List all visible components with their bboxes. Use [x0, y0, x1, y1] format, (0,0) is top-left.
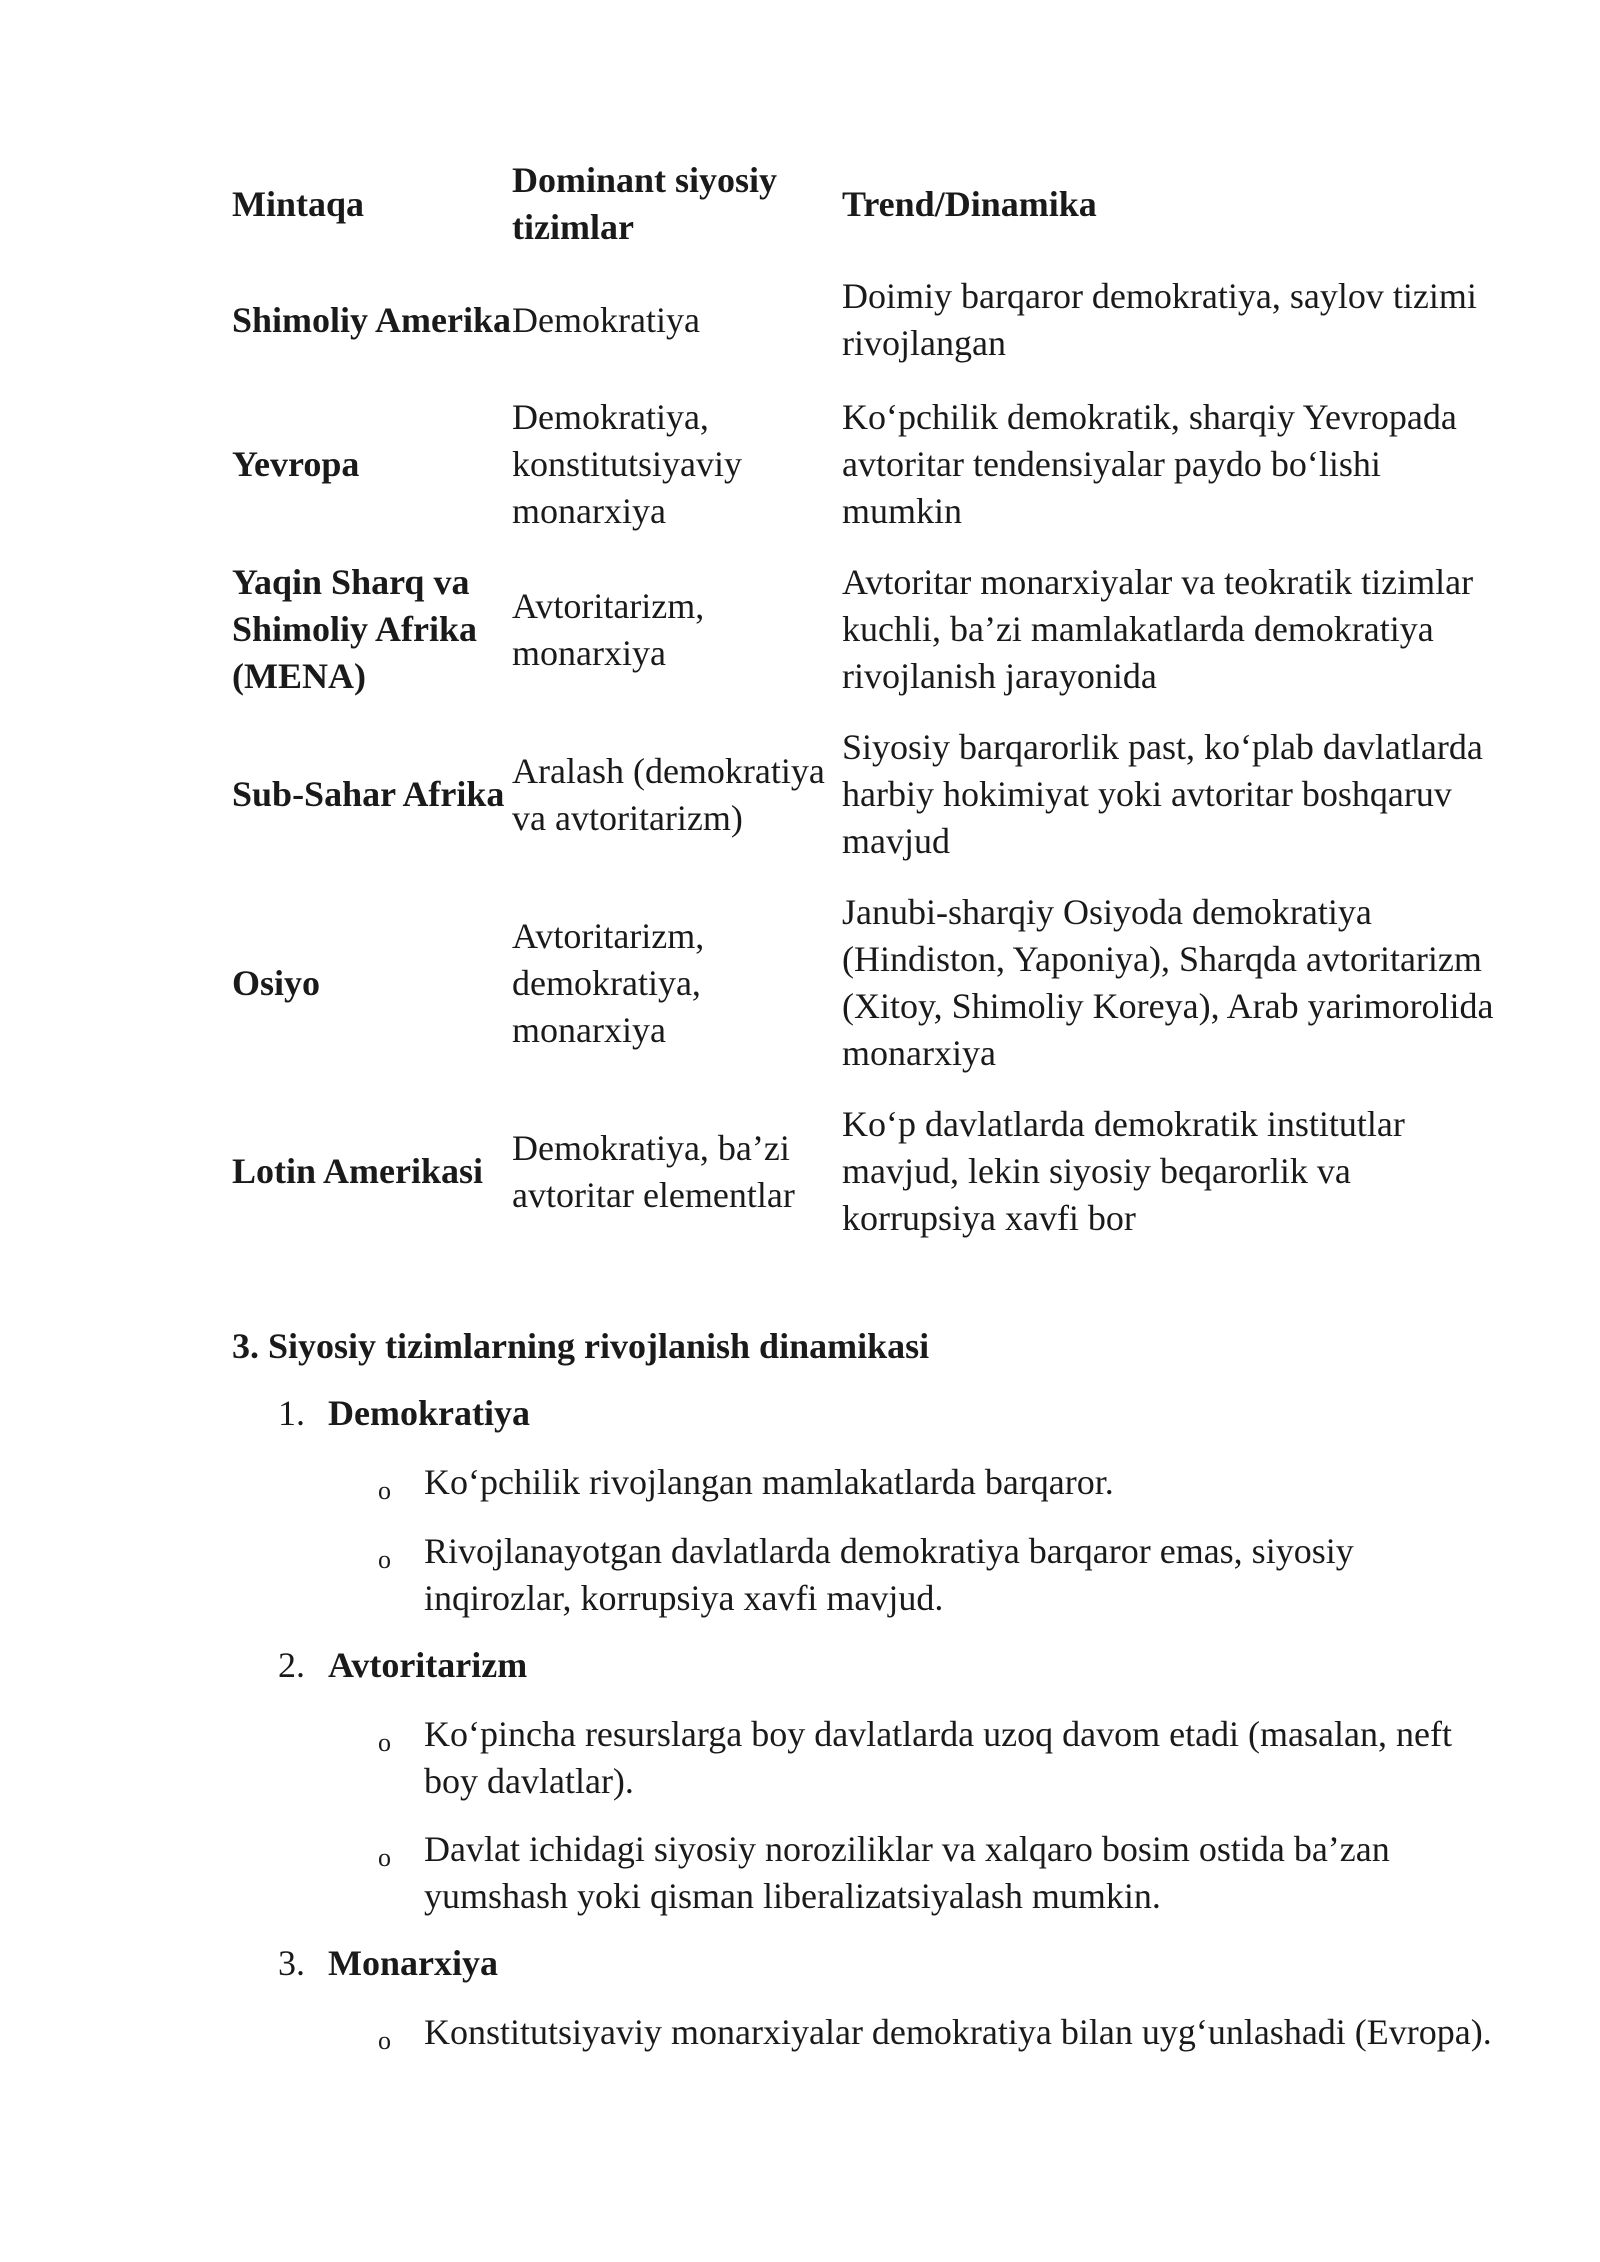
- regions-table: [232, 150, 1502, 1254]
- circle-bullet-icon: o: [378, 1476, 391, 1505]
- list-item: [378, 2009, 1498, 2056]
- table-row: [232, 877, 1502, 1089]
- trend-cell: Ko‘pchilik demokratik, sharqiy Yevropada avtoritar tendensiyalar paydo bo‘lishi mumkin: [842, 397, 1457, 531]
- list-item: [378, 1528, 1498, 1622]
- table-header-row: [232, 150, 1502, 258]
- region-cell: Yaqin Sharq va Shimoliy Afrika (MENA): [232, 562, 478, 696]
- list-item: [378, 1711, 1498, 1805]
- table-row: [232, 382, 1502, 547]
- trend-cell: Janubi-sharqiy Osiyoda demokratiya (Hindiston, Yaponiya), Sharqda avtoritarizm (Xitoy, Shimoliy Koreya), Arab yarimorolida monarxiya: [842, 892, 1494, 1073]
- list-item-monarchy: [278, 1940, 498, 1987]
- trend-cell: Doimiy barqaror demokratiya, saylov tizimi rivojlangan: [842, 276, 1477, 363]
- trend-cell: Ko‘p davlatlarda demokratik institutlar mavjud, lekin siyosiy beqarorlik va korrupsiya xavfi bor: [842, 1104, 1405, 1238]
- systems-cell: Demokratiya, konstitutsiyaviy monarxiya: [512, 397, 743, 531]
- circle-bullet-icon: o: [378, 1843, 391, 1872]
- region-cell: Lotin Amerikasi: [232, 1151, 484, 1191]
- list-item: [378, 1826, 1498, 1920]
- region-cell: Sub-Sahar Afrika: [232, 774, 505, 814]
- systems-cell: Demokratiya, ba’zi avtoritar elementlar: [512, 1127, 795, 1215]
- list-item-authoritarianism: [278, 1642, 527, 1689]
- list-title: Demokratiya: [328, 1393, 530, 1433]
- systems-cell: Demokratiya: [512, 299, 700, 340]
- systems-cell: Aralash (demokratiya va avtoritarizm): [512, 750, 825, 838]
- region-cell: Osiyo: [232, 962, 321, 1003]
- section-title: 3. Siyosiy tizimlarning rivojlanish dinamikasi: [232, 1326, 930, 1366]
- list-title: Monarxiya: [328, 1943, 498, 1983]
- list-title: Avtoritarizm: [328, 1645, 528, 1685]
- table-row: [232, 258, 1502, 382]
- table-row: [232, 1089, 1502, 1254]
- list-number: 1.: [278, 1393, 305, 1433]
- list-item-democracy: [278, 1390, 530, 1437]
- point-text: Ko‘pincha resurslarga boy davlatlarda uzoq davom etadi (masalan, neft boy davlatlar).: [424, 1714, 1452, 1801]
- systems-cell: Avtoritarizm, demokratiya, monarxiya: [512, 915, 705, 1050]
- circle-bullet-icon: o: [378, 2026, 391, 2055]
- header-region: Mintaqa: [232, 183, 365, 224]
- list-item: [378, 1459, 1498, 1506]
- point-text: Davlat ichidagi siyosiy noroziliklar va xalqaro bosim ostida ba’zan yumshash yoki qisman liberalizatsiyalash mumkin.: [424, 1829, 1390, 1916]
- point-text: Rivojlanayotgan davlatlarda demokratiya barqaror emas, siyosiy inqirozlar, korrupsiya xavfi mavjud.: [424, 1531, 1354, 1618]
- header-trend: Trend/Dinamika: [842, 183, 1097, 224]
- circle-bullet-icon: o: [378, 1728, 391, 1757]
- table-row: [232, 547, 1502, 712]
- trend-cell: Siyosiy barqarorlik past, ko‘plab davlatlarda harbiy hokimiyat yoki avtoritar boshqaruv mavjud: [842, 727, 1483, 861]
- region-cell: Yevropa: [232, 444, 360, 484]
- region-cell: Shimoliy Amerika: [232, 299, 512, 340]
- point-text: Konstitutsiyaviy monarxiyalar demokratiya bilan uyg‘unlashadi (Evropa).: [424, 2012, 1492, 2052]
- systems-cell: Avtoritarizm, monarxiya: [512, 585, 705, 673]
- table-row: [232, 712, 1502, 877]
- header-systems: Dominant siyosiy tizimlar: [512, 160, 778, 247]
- point-text: Ko‘pchilik rivojlangan mamlakatlarda barqaror.: [424, 1462, 1114, 1502]
- circle-bullet-icon: o: [378, 1545, 391, 1574]
- trend-cell: Avtoritar monarxiyalar va teokratik tizimlar kuchli, ba’zi mamlakatlarda demokratiya rivojlanish jarayonida: [842, 562, 1474, 696]
- list-number: 3.: [278, 1943, 305, 1983]
- list-number: 2.: [278, 1645, 305, 1685]
